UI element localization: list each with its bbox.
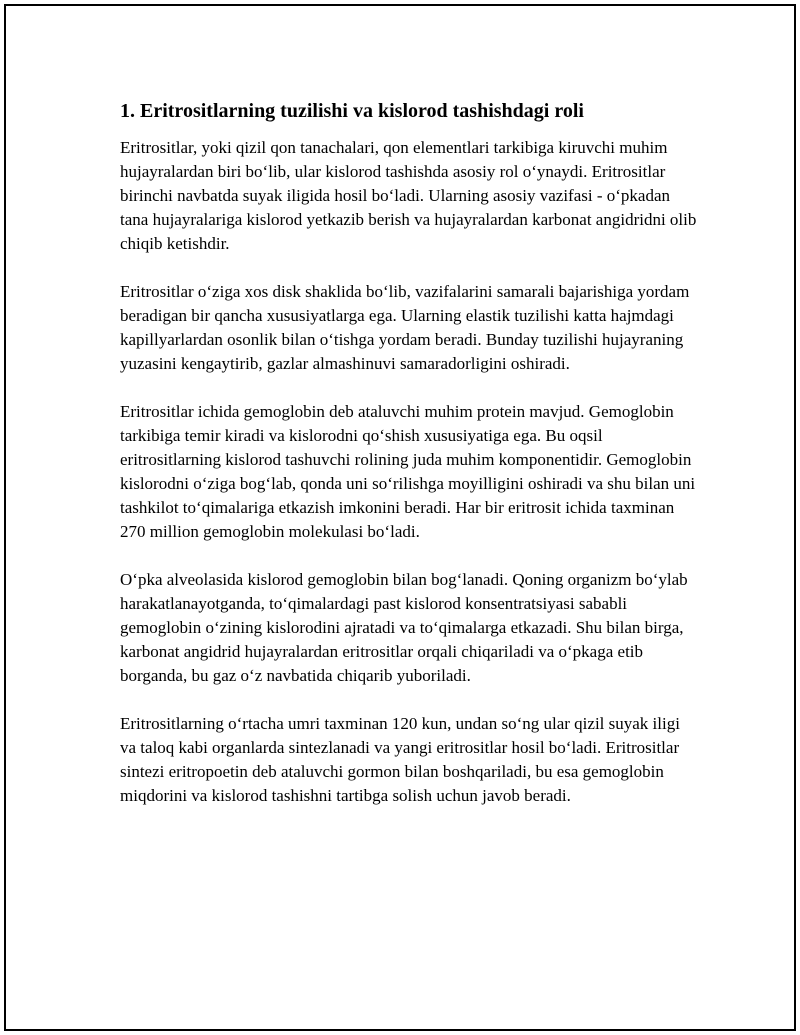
paragraph-1: Eritrositlar, yoki qizil qon tanachalari, qon elementlari tarkibiga kiruvchi muhim hujayralardan biri bo‘lib, ular kislorod tashishda asosiy rol o‘ynaydi. Eritrositlar birinchi navbatda suyak iligida hosil bo‘ladi. Ularning asosiy vazifasi - o‘pkadan tana hujayralariga kislorod yetkazib berish va hujayralardan karbonat angidridni olib chiqib ketishdir. xyxy=(120,138,697,253)
section-heading: 1. Eritrositlarning tuzilishi va kislorod tashishdagi roli xyxy=(120,100,584,122)
paragraph-5: Eritrositlarning o‘rtacha umri taxminan 120 kun, undan so‘ng ular qizil suyak iligi va taloq kabi organlarda sintezlanadi va yangi eritrositlar hosil bo‘ladi. Eritrositlar sintezi eritropoetin deb ataluvchi gormon bilan boshqariladi, bu esa gemoglobin miqdorini va kislorod tashishni tartibga solish uchun javob beradi. xyxy=(120,714,680,805)
page-frame xyxy=(4,4,796,1031)
paragraph-2: Eritrositlar o‘ziga xos disk shaklida bo‘lib, vazifalarini samarali bajarishiga yordam beradigan bir qancha xususiyatlarga ega. Ularning elastik tuzilishi katta hajmdagi kapillyarlardan osonlik bilan o‘tishga yordam beradi. Bunday tuzilishi hujayraning yuzasini kengaytirib, gazlar almashinuvi samaradorligini oshiradi. xyxy=(120,282,690,373)
paragraph-4: O‘pka alveolasida kislorod gemoglobin bilan bog‘lanadi. Qoning organizm bo‘ylab harakatlanayotganda, to‘qimalardagi past kislorod konsentratsiyasi sababli gemoglobin o‘zining kislorodini ajratadi va to‘qimalarga etkazadi. Shu bilan birga, karbonat angidrid hujayralardan eritrositlar orqali chiqariladi va o‘pkaga etib borganda, bu gaz o‘z navbatida chiqarib yuboriladi. xyxy=(120,570,688,685)
document-content xyxy=(120,98,700,832)
paragraph-3: Eritrositlar ichida gemoglobin deb ataluvchi muhim protein mavjud. Gemoglobin tarkibiga temir kiradi va kislorodni qo‘shish xususiyatiga ega. Bu oqsil eritrositlarning kislorod tashuvchi rolining juda muhim komponentidir. Gemoglobin kislorodni o‘ziga bog‘lab, qonda uni so‘rilishga moyilligini oshiradi va shu bilan uni tashkilot to‘qimalariga etkazish imkonini beradi. Har bir eritrosit ichida taxminan 270 million gemoglobin molekulasi bo‘ladi. xyxy=(120,402,696,541)
